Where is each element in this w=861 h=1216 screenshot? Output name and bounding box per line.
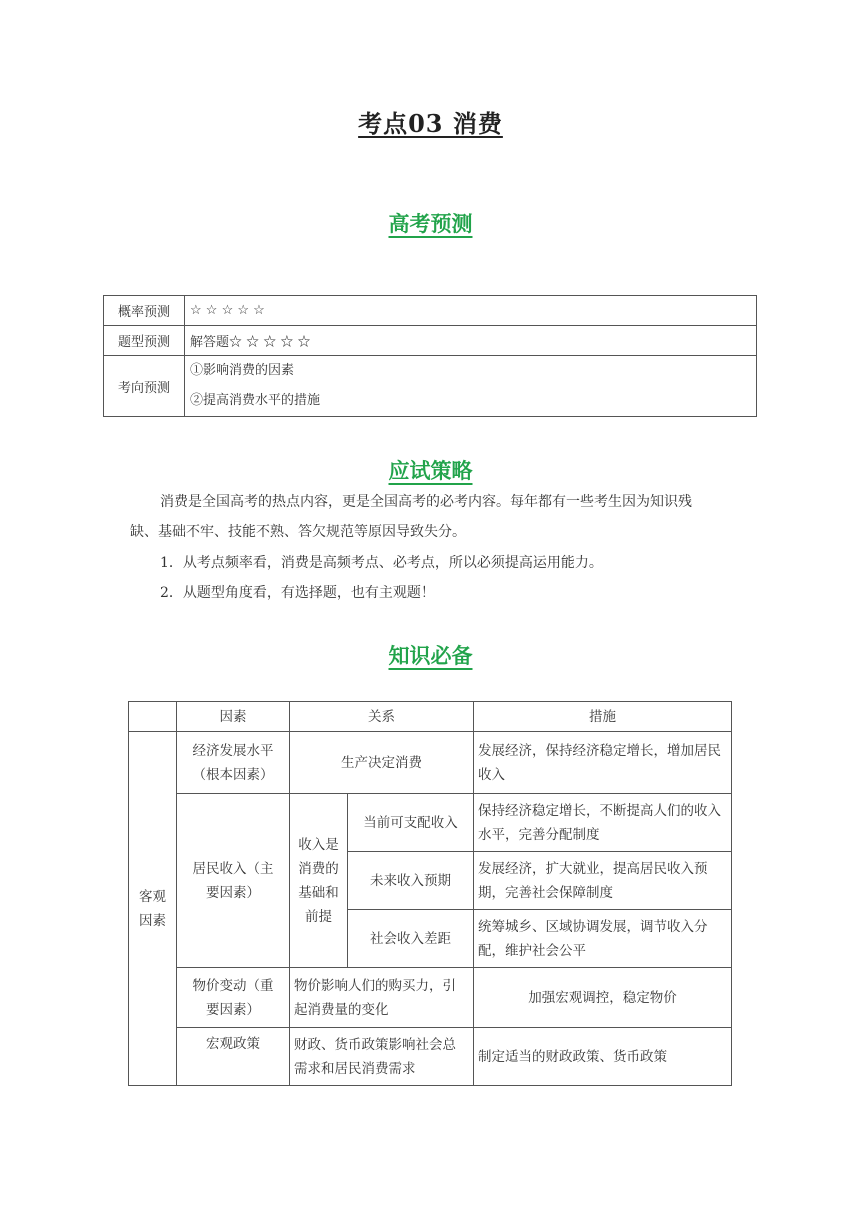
measure-cell: 加强宏观调控，稳定物价 xyxy=(474,968,732,1028)
strategy-paragraph-line1: 消费是全国高考的热点内容，更是全国高考的必考内容。每年都有一些考生因为知识残 xyxy=(160,494,692,510)
header-blank xyxy=(129,702,177,732)
group-label: 客观因素 xyxy=(129,732,177,1086)
measure-cell: 发展经济，扩大就业，提高居民收入预期，完善社会保障制度 xyxy=(474,852,732,910)
measure-cell: 统筹城乡、区域协调发展，调节收入分配，维护社会公平 xyxy=(474,910,732,968)
forecast-label: 题型预测 xyxy=(104,326,185,356)
forecast-line: ②提高消费水平的措施 xyxy=(190,393,321,408)
relation-cell: 财政、货币政策影响社会总需求和居民消费需求 xyxy=(290,1028,474,1086)
table-row xyxy=(129,1028,732,1086)
knowledge-heading: 知识必备 xyxy=(388,643,473,668)
factor-cell: 居民收入（主要因素） xyxy=(177,794,290,968)
measure-cell: 保持经济稳定增长，不断提高人们的收入水平，完善分配制度 xyxy=(474,794,732,852)
strategy-point: 2．从题型角度看，有选择题，也有主观题！ xyxy=(160,585,435,601)
forecast-line: ①影响消费的因素 xyxy=(190,363,295,378)
strategy-paragraph-line2: 缺、基础不牢、技能不熟、答欠规范等原因导致失分。 xyxy=(130,524,466,540)
forecast-label: 考向预测 xyxy=(104,356,185,417)
table-row xyxy=(129,794,732,852)
table-header-row xyxy=(129,702,732,732)
strategy-heading: 应试策略 xyxy=(388,458,473,483)
header-measure: 措施 xyxy=(474,702,732,732)
knowledge-table xyxy=(128,701,732,1086)
income-sub-cell: 当前可支配收入 xyxy=(348,794,474,852)
table-row xyxy=(129,968,732,1028)
relation-cell: 收入是消费的基础和前提 xyxy=(290,794,348,968)
forecast-row xyxy=(104,356,757,417)
factor-cell: 宏观政策 xyxy=(177,1028,290,1086)
header-relation: 关系 xyxy=(290,702,474,732)
table-row xyxy=(129,732,732,794)
strategy-point: 1．从考点频率看，消费是高频考点、必考点，所以必须提高运用能力。 xyxy=(160,555,603,571)
forecast-value xyxy=(185,356,757,417)
forecast-label: 概率预测 xyxy=(104,296,185,326)
header-factor: 因素 xyxy=(177,702,290,732)
measure-cell: 发展经济，保持经济稳定增长，增加居民收入 xyxy=(474,732,732,794)
relation-cell: 生产决定消费 xyxy=(290,732,474,794)
factor-cell: 物价变动（重要因素） xyxy=(177,968,290,1028)
page-title: 考点03 消费 xyxy=(358,109,503,138)
factor-cell: 经济发展水平（根本因素） xyxy=(177,732,290,794)
measure-cell: 制定适当的财政政策、货币政策 xyxy=(474,1028,732,1086)
forecast-table xyxy=(103,295,757,417)
income-sub-cell: 社会收入差距 xyxy=(348,910,474,968)
forecast-value: 解答题☆ ☆ ☆ ☆ ☆ xyxy=(185,326,757,356)
forecast-heading: 高考预测 xyxy=(388,211,473,236)
forecast-value: ☆ ☆ ☆ ☆ ☆ xyxy=(185,296,757,326)
forecast-row xyxy=(104,296,757,326)
forecast-row xyxy=(104,326,757,356)
relation-cell: 物价影响人们的购买力，引起消费量的变化 xyxy=(290,968,474,1028)
income-sub-cell: 未来收入预期 xyxy=(348,852,474,910)
